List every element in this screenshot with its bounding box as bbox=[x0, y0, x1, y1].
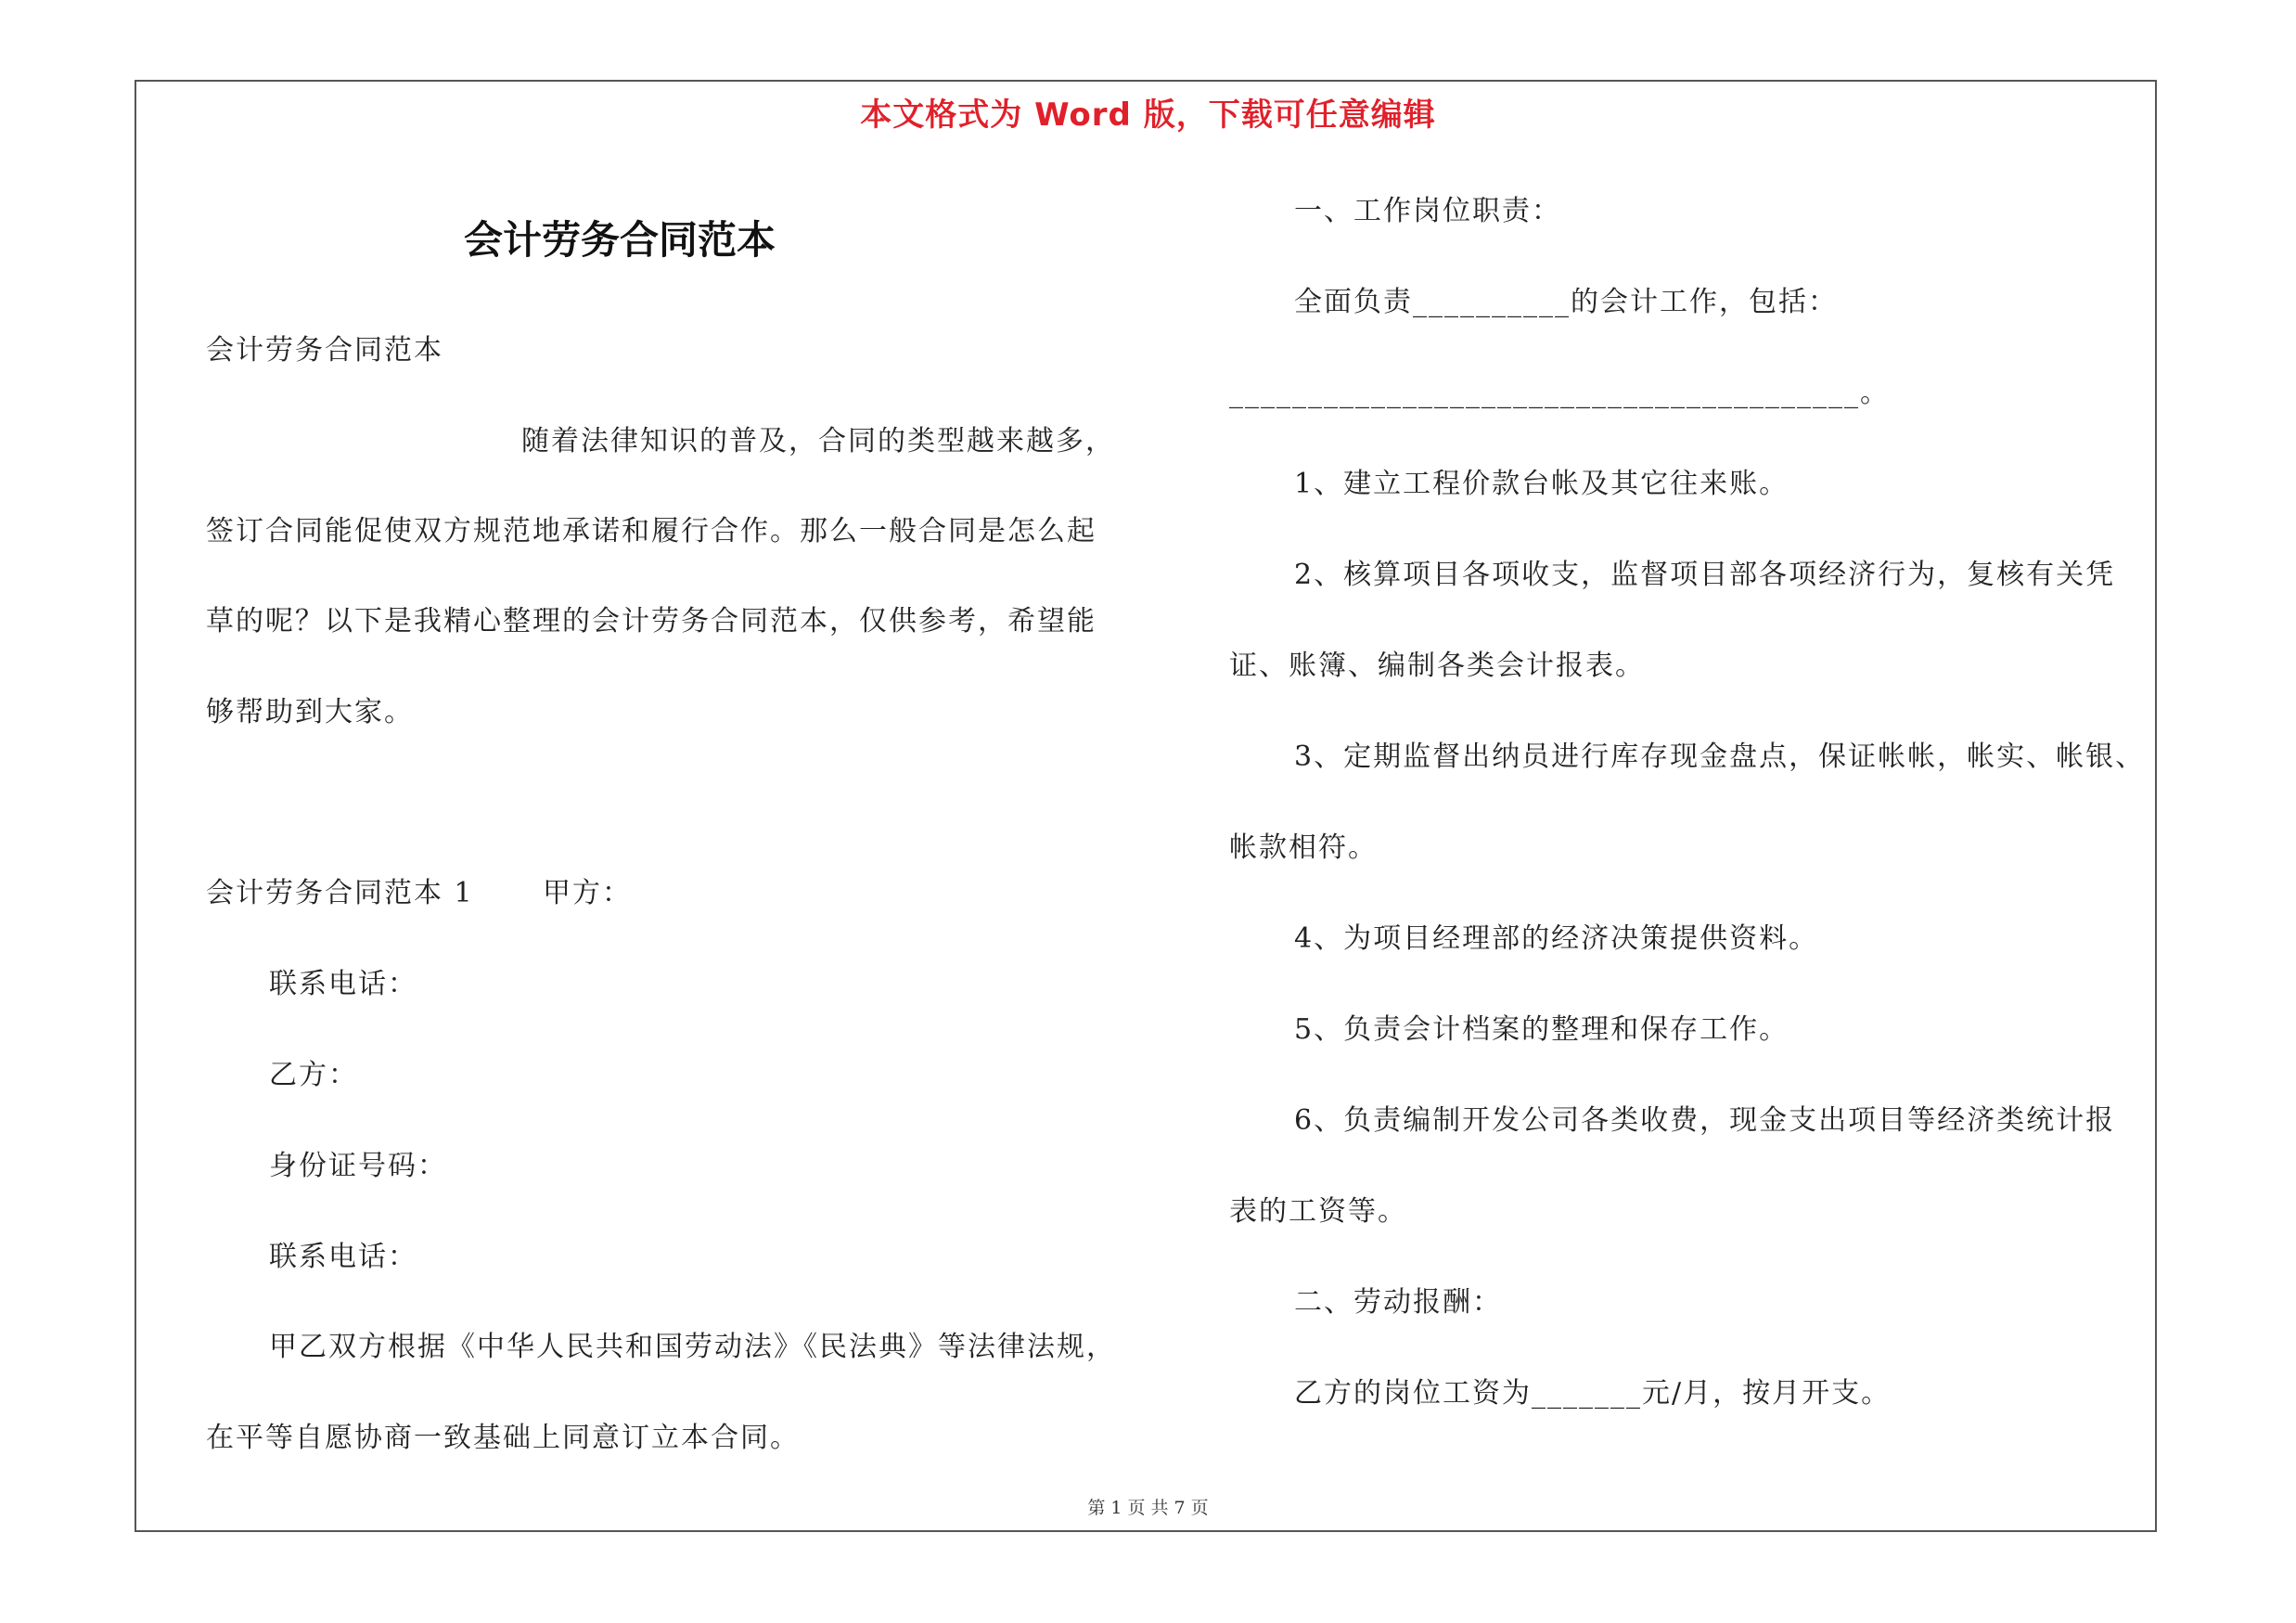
duty-item-2-line-1: 2、核算项目各项收支，监督项目部各项经济行为，复核有关凭 bbox=[1294, 559, 2116, 591]
duty-item-5: 5、负责会计档案的整理和保存工作。 bbox=[1294, 1013, 1789, 1046]
format-banner: 本文格式为 Word 版，下载可任意编辑 bbox=[860, 97, 1436, 134]
subtitle: 会计劳务合同范本 bbox=[206, 334, 443, 367]
section1-heading: 一、工作岗位职责： bbox=[1294, 195, 1561, 227]
party-a-label: 甲方： bbox=[543, 877, 632, 909]
duty-item-2-line-2: 证、账簿、编制各类会计报表。 bbox=[1229, 650, 1645, 682]
duty-item-6-line-2: 表的工资等。 bbox=[1229, 1195, 1407, 1228]
intro-line-1: 随着法律知识的普及，合同的类型越来越多， bbox=[521, 425, 1115, 457]
party-b-label: 乙方： bbox=[269, 1059, 358, 1091]
duty-item-4: 4、为项目经理部的经济决策提供资料。 bbox=[1294, 922, 1819, 955]
basis-line-1: 甲乙双方根据《中华人民共和国劳动法》《民法典》等法律法规， bbox=[269, 1331, 1116, 1363]
intro-line-2: 签订合同能促使双方规范地承诺和履行合作。那么一般合同是怎么起 bbox=[206, 515, 1097, 547]
duty-item-3-line-1: 3、定期监督出纳员进行库存现金盘点，保证帐帐，帐实、帐银、 bbox=[1294, 741, 2146, 773]
sample-heading: 会计劳务合同范本 1 bbox=[206, 877, 474, 909]
duty-item-3-line-2: 帐款相符。 bbox=[1229, 831, 1378, 864]
intro-line-4: 够帮助到大家。 bbox=[206, 696, 414, 728]
duty-blank-line: ________________________________________。 bbox=[1229, 377, 1890, 409]
document-title: 会计劳务合同范本 bbox=[464, 217, 776, 263]
section2-heading: 二、劳动报酬： bbox=[1294, 1286, 1502, 1319]
phone-label-1: 联系电话： bbox=[269, 968, 417, 1000]
page-border bbox=[135, 80, 2157, 1532]
salary-line: 乙方的岗位工资为_______元/月，按月开支。 bbox=[1294, 1377, 1892, 1410]
duty-item-6-line-1: 6、负责编制开发公司各类收费，现金支出项目等经济类统计报 bbox=[1294, 1104, 2116, 1137]
id-number-label: 身份证号码： bbox=[269, 1150, 447, 1182]
page-number: 第 1 页 共 7 页 bbox=[1087, 1498, 1209, 1518]
phone-label-2: 联系电话： bbox=[269, 1241, 417, 1273]
duty-intro: 全面负责__________的会计工作，包括： bbox=[1294, 286, 1838, 318]
duty-item-1: 1、建立工程价款台帐及其它往来账。 bbox=[1294, 468, 1789, 500]
basis-line-2: 在平等自愿协商一致基础上同意订立本合同。 bbox=[206, 1422, 800, 1454]
intro-line-3: 草的呢？以下是我精心整理的会计劳务合同范本，仅供参考，希望能 bbox=[206, 605, 1097, 638]
